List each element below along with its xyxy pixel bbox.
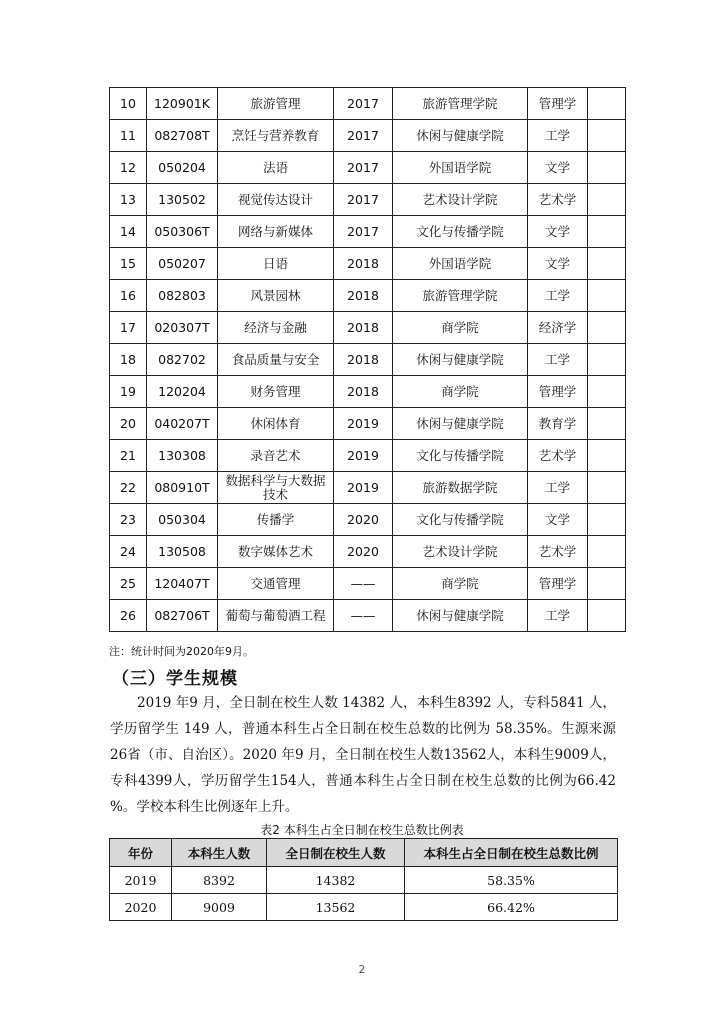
table-row <box>110 88 626 120</box>
header-undergrad-count: 本科生人数 <box>172 839 267 867</box>
cell-discipline: 艺术学 <box>528 440 588 472</box>
cell-blank <box>588 152 626 184</box>
cell-major-name: 交通管理 <box>218 568 334 600</box>
cell-major-code: 020307T <box>147 312 218 344</box>
header-total-count: 全日制在校生人数 <box>267 839 405 867</box>
cell-college: 休闲与健康学院 <box>393 408 528 440</box>
cell-blank <box>588 312 626 344</box>
cell-discipline: 工学 <box>528 280 588 312</box>
cell-index: 14 <box>110 216 147 248</box>
majors-table <box>109 87 626 632</box>
table-row <box>110 894 618 921</box>
cell-undergrad-count: 8392 <box>172 867 267 894</box>
table-row <box>110 504 626 536</box>
cell-blank <box>588 376 626 408</box>
header-ratio: 本科生占全日制在校生总数比例 <box>405 839 618 867</box>
cell-index: 15 <box>110 248 147 280</box>
cell-index: 25 <box>110 568 147 600</box>
cell-year: 2018 <box>334 376 393 408</box>
cell-index: 12 <box>110 152 147 184</box>
cell-year: 2017 <box>334 88 393 120</box>
cell-year: 2019 <box>334 408 393 440</box>
cell-blank <box>588 472 626 504</box>
cell-index: 22 <box>110 472 147 504</box>
cell-index: 16 <box>110 280 147 312</box>
table-note: 注：统计时间为2020年9月。 <box>109 645 254 658</box>
cell-college: 休闲与健康学院 <box>393 120 528 152</box>
cell-college: 外国语学院 <box>393 152 528 184</box>
table-row <box>110 408 626 440</box>
cell-major-name: 休闲体育 <box>218 408 334 440</box>
cell-major-name: 经济与金融 <box>218 312 334 344</box>
cell-major-name: 烹饪与营养教育 <box>218 120 334 152</box>
student-scale-paragraph <box>110 690 616 820</box>
table-row <box>110 344 626 376</box>
cell-year: 2017 <box>334 120 393 152</box>
cell-major-code: 120204 <box>147 376 218 408</box>
cell-college: 文化与传播学院 <box>393 440 528 472</box>
cell-index: 18 <box>110 344 147 376</box>
cell-year: 2018 <box>334 248 393 280</box>
cell-discipline: 工学 <box>528 120 588 152</box>
cell-major-code: 130502 <box>147 184 218 216</box>
cell-blank <box>588 568 626 600</box>
cell-year: 2019 <box>334 440 393 472</box>
table-row <box>110 152 626 184</box>
table-row <box>110 184 626 216</box>
cell-year: 2017 <box>334 152 393 184</box>
cell-major-name: 数据科学与大数据技术 <box>218 472 334 504</box>
cell-major-code: 130508 <box>147 536 218 568</box>
cell-index: 17 <box>110 312 147 344</box>
cell-index: 19 <box>110 376 147 408</box>
cell-major-name: 财务管理 <box>218 376 334 408</box>
cell-major-code: 082708T <box>147 120 218 152</box>
cell-major-code: 130308 <box>147 440 218 472</box>
cell-year: 2018 <box>334 344 393 376</box>
cell-ratio: 58.35% <box>405 867 618 894</box>
cell-blank <box>588 280 626 312</box>
cell-blank <box>588 248 626 280</box>
cell-discipline: 管理学 <box>528 88 588 120</box>
ratio-table <box>109 838 618 921</box>
paragraph-text: 2019 年9 月，全日制在校生人数 14382 人，本科生8392 人，专科5841 人，学历留学生 149 人，普通本科生占全日制在校生总数的比例为 58.35%。生源来源26省（市、自治区）。2020 年9 月，全日制在校生人数13562人，本科生9009人，专科4399人，学历留学生154人，普通本科生占全日制在校生总数的比例为66.42 %。学校本科生比例逐年上升。 <box>110 695 616 815</box>
cell-blank <box>588 536 626 568</box>
cell-blank <box>588 504 626 536</box>
cell-discipline: 工学 <box>528 472 588 504</box>
cell-major-code: 120901K <box>147 88 218 120</box>
table-row <box>110 536 626 568</box>
cell-college: 商学院 <box>393 568 528 600</box>
cell-discipline: 文学 <box>528 248 588 280</box>
table-header-row <box>110 839 618 867</box>
cell-major-name: 数字媒体艺术 <box>218 536 334 568</box>
cell-year: 2018 <box>334 312 393 344</box>
cell-major-name: 旅游管理 <box>218 88 334 120</box>
cell-college: 旅游数据学院 <box>393 472 528 504</box>
cell-blank <box>588 120 626 152</box>
cell-major-name: 传播学 <box>218 504 334 536</box>
cell-discipline: 经济学 <box>528 312 588 344</box>
cell-year: —— <box>334 568 393 600</box>
cell-year: 2020 <box>110 894 172 921</box>
cell-total-count: 13562 <box>267 894 405 921</box>
cell-index: 26 <box>110 600 147 632</box>
table-row <box>110 867 618 894</box>
cell-college: 旅游管理学院 <box>393 88 528 120</box>
cell-blank <box>588 440 626 472</box>
cell-year: 2019 <box>110 867 172 894</box>
cell-blank <box>588 216 626 248</box>
cell-year: 2017 <box>334 216 393 248</box>
cell-index: 10 <box>110 88 147 120</box>
cell-major-name: 视觉传达设计 <box>218 184 334 216</box>
table-row <box>110 312 626 344</box>
cell-year: 2018 <box>334 280 393 312</box>
cell-blank <box>588 344 626 376</box>
cell-blank <box>588 600 626 632</box>
cell-discipline: 艺术学 <box>528 536 588 568</box>
cell-college: 商学院 <box>393 376 528 408</box>
cell-college: 艺术设计学院 <box>393 184 528 216</box>
cell-year: 2019 <box>334 472 393 504</box>
table-row <box>110 600 626 632</box>
cell-major-name: 录音艺术 <box>218 440 334 472</box>
cell-discipline: 文学 <box>528 216 588 248</box>
table-row <box>110 120 626 152</box>
cell-college: 休闲与健康学院 <box>393 600 528 632</box>
cell-undergrad-count: 9009 <box>172 894 267 921</box>
table2-caption: 表2 本科生占全日制在校生总数比例表 <box>260 823 464 837</box>
table-row <box>110 248 626 280</box>
cell-discipline: 文学 <box>528 152 588 184</box>
table-row <box>110 568 626 600</box>
cell-discipline: 管理学 <box>528 568 588 600</box>
cell-year: 2017 <box>334 184 393 216</box>
cell-index: 13 <box>110 184 147 216</box>
table-row <box>110 440 626 472</box>
cell-college: 外国语学院 <box>393 248 528 280</box>
cell-major-code: 080910T <box>147 472 218 504</box>
table-row <box>110 280 626 312</box>
cell-index: 21 <box>110 440 147 472</box>
cell-index: 23 <box>110 504 147 536</box>
cell-college: 文化与传播学院 <box>393 216 528 248</box>
cell-college: 休闲与健康学院 <box>393 344 528 376</box>
cell-discipline: 艺术学 <box>528 184 588 216</box>
cell-college: 商学院 <box>393 312 528 344</box>
cell-discipline: 管理学 <box>528 376 588 408</box>
cell-major-code: 040207T <box>147 408 218 440</box>
cell-ratio: 66.42% <box>405 894 618 921</box>
cell-major-name: 风景园林 <box>218 280 334 312</box>
cell-year: 2020 <box>334 536 393 568</box>
cell-major-code: 120407T <box>147 568 218 600</box>
cell-index: 20 <box>110 408 147 440</box>
cell-discipline: 文学 <box>528 504 588 536</box>
cell-major-code: 050304 <box>147 504 218 536</box>
cell-major-name: 食品质量与安全 <box>218 344 334 376</box>
cell-major-code: 050204 <box>147 152 218 184</box>
cell-major-name: 日语 <box>218 248 334 280</box>
cell-blank <box>588 408 626 440</box>
cell-major-name: 法语 <box>218 152 334 184</box>
cell-year: 2020 <box>334 504 393 536</box>
page-number: 2 <box>358 963 366 976</box>
section-title: （三）学生规模 <box>112 669 238 689</box>
cell-index: 24 <box>110 536 147 568</box>
cell-college: 文化与传播学院 <box>393 504 528 536</box>
cell-blank <box>588 88 626 120</box>
cell-major-name: 网络与新媒体 <box>218 216 334 248</box>
cell-blank <box>588 184 626 216</box>
cell-major-code: 082702 <box>147 344 218 376</box>
header-year: 年份 <box>110 839 172 867</box>
cell-college: 艺术设计学院 <box>393 536 528 568</box>
cell-major-name: 葡萄与葡萄酒工程 <box>218 600 334 632</box>
cell-discipline: 工学 <box>528 344 588 376</box>
cell-major-code: 082706T <box>147 600 218 632</box>
cell-major-code: 082803 <box>147 280 218 312</box>
cell-index: 11 <box>110 120 147 152</box>
cell-major-code: 050306T <box>147 216 218 248</box>
table-row <box>110 216 626 248</box>
cell-total-count: 14382 <box>267 867 405 894</box>
cell-discipline: 工学 <box>528 600 588 632</box>
cell-discipline: 教育学 <box>528 408 588 440</box>
cell-college: 旅游管理学院 <box>393 280 528 312</box>
table-row <box>110 472 626 504</box>
table-row <box>110 376 626 408</box>
cell-major-code: 050207 <box>147 248 218 280</box>
cell-year: —— <box>334 600 393 632</box>
